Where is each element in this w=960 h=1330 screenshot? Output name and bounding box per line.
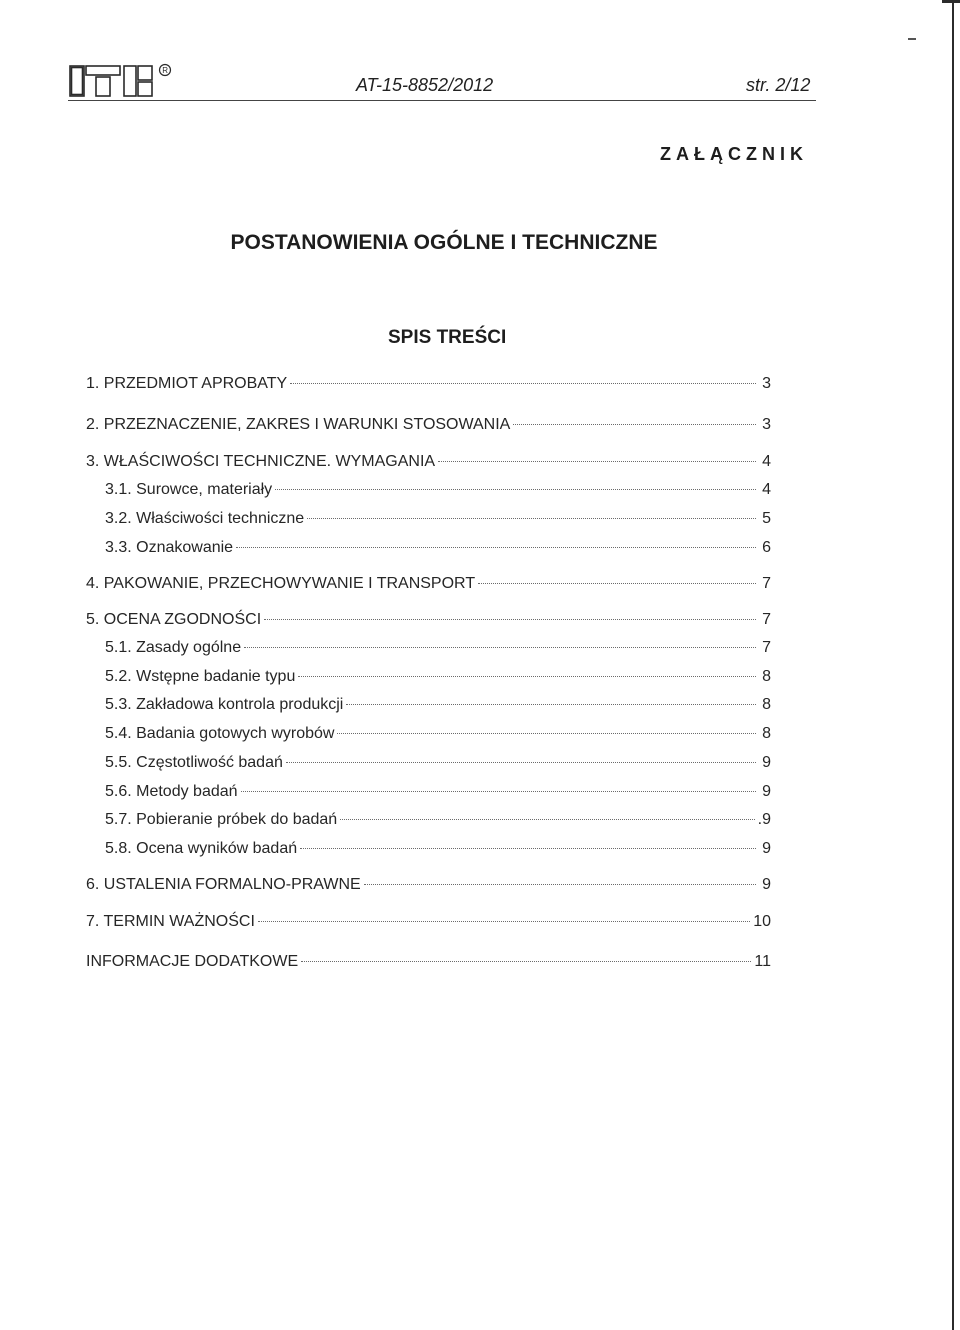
toc-entry	[86, 373, 771, 395]
toc-entry-label: 5. OCENA ZGODNOŚCI	[86, 611, 262, 628]
toc-entry	[86, 414, 771, 436]
scan-edge-dash	[908, 38, 916, 40]
main-title-text: POSTANOWIENIA OGÓLNE I TECHNICZNE	[230, 231, 658, 254]
toc-entry	[105, 508, 771, 530]
toc-entry-label: INFORMACJE DODATKOWE	[86, 953, 299, 970]
toc-entry-label: 3.1. Surowce, materiały	[105, 481, 273, 498]
toc-entry-label: 2. PRZEZNACZENIE, ZAKRES I WARUNKI STOSOWANIA	[86, 416, 511, 433]
toc-entry-page: 7	[762, 575, 771, 592]
toc-entry-label: 6. USTALENIA FORMALNO-PRAWNE	[86, 876, 361, 893]
scan-edge-mark	[942, 0, 960, 3]
toc-leader-dots	[300, 847, 756, 849]
toc-entry-label: 1. PRZEDMIOT APROBATY	[86, 375, 288, 392]
toc-entry-page: 3	[762, 416, 771, 433]
toc-entry-page: 4	[762, 453, 771, 470]
toc-entry-label: 5.3. Zakładowa kontrola produkcji	[105, 696, 344, 713]
toc-entry	[105, 479, 771, 501]
toc-entry-label: 4. PAKOWANIE, PRZECHOWYWANIE I TRANSPORT	[86, 575, 476, 592]
toc-entry-label: 5.6. Metody badań	[105, 783, 238, 800]
annex-label: ZAŁĄCZNIK	[660, 144, 808, 164]
svg-text:R: R	[162, 66, 168, 75]
scan-edge-line	[952, 0, 954, 1330]
toc-entry	[86, 609, 771, 631]
header-rule	[68, 100, 816, 101]
toc-leader-dots	[264, 618, 756, 620]
toc-entry-page: 9	[762, 876, 771, 893]
toc-entry-label: 5.7. Pobieranie próbek do badań	[105, 811, 338, 828]
toc-entry-label: 7. TERMIN WAŻNOŚCI	[86, 913, 255, 930]
toc-leader-dots	[286, 761, 756, 763]
toc-entry	[105, 694, 771, 716]
toc-entry	[86, 874, 771, 896]
toc-entry	[86, 911, 771, 933]
toc-entry-label: 3.2. Właściwości techniczne	[105, 510, 305, 527]
toc-entry	[105, 781, 771, 803]
toc-leader-dots	[301, 960, 751, 962]
toc-leader-dots	[438, 460, 756, 462]
toc-entry	[105, 537, 771, 559]
toc-leader-dots	[478, 582, 756, 584]
toc-entry-label: 5.2. Wstępne badanie typu	[105, 668, 296, 685]
toc-entry-page: 11	[754, 953, 771, 970]
toc-leader-dots	[337, 732, 756, 734]
toc-leader-dots	[298, 675, 756, 677]
toc-entry	[86, 451, 771, 473]
toc-entry-page: 5	[762, 510, 771, 527]
toc-entry-page: 9	[762, 783, 771, 800]
toc-entry-page: 10	[753, 913, 771, 930]
toc-entry-label: 5.1. Zasady ogólne	[105, 639, 242, 656]
toc-entry-page: .9	[757, 811, 771, 828]
toc-entry-page: 7	[762, 611, 771, 628]
toc-entry-page: 8	[762, 725, 771, 742]
toc-entry	[105, 723, 771, 745]
toc-entry-page: 4	[762, 481, 771, 498]
toc-leader-dots	[307, 517, 756, 519]
toc-entry	[105, 637, 771, 659]
toc-entry	[105, 752, 771, 774]
toc-entry-page: 9	[762, 840, 771, 857]
toc-entry-label: 5.8. Ocena wyników badań	[105, 840, 298, 857]
toc-entry-page: 8	[762, 668, 771, 685]
toc-entry-label: 3.3. Oznakowanie	[105, 539, 234, 556]
toc-leader-dots	[346, 703, 756, 705]
toc-leader-dots	[513, 423, 756, 425]
toc-entry-label: 3. WŁAŚCIWOŚCI TECHNICZNE. WYMAGANIA	[86, 453, 436, 470]
toc-entry	[105, 666, 771, 688]
toc-entry-page: 7	[762, 639, 771, 656]
toc-leader-dots	[241, 790, 756, 792]
toc-leader-dots	[236, 546, 756, 548]
document-number: AT-15-8852/2012	[356, 75, 494, 95]
toc-entry-page: 3	[762, 375, 771, 392]
toc-entry-label: 5.4. Badania gotowych wyrobów	[105, 725, 335, 742]
toc-leader-dots	[275, 488, 756, 490]
toc-title: SPIS TREŚCI	[388, 327, 507, 348]
toc-entry-page: 8	[762, 696, 771, 713]
itb-logo	[68, 58, 184, 98]
toc-entry-page: 6	[762, 539, 771, 556]
page-number: str. 2/12	[746, 75, 811, 95]
main-title	[0, 231, 960, 255]
toc-entry-label: 5.5. Częstotliwość badań	[105, 754, 283, 771]
toc-leader-dots	[244, 646, 756, 648]
toc-entry	[86, 573, 771, 595]
toc-entry	[105, 809, 771, 831]
toc-entry	[105, 838, 771, 860]
toc-entry	[86, 951, 771, 973]
toc-leader-dots	[340, 818, 754, 820]
toc-leader-dots	[364, 883, 756, 885]
toc-leader-dots	[258, 920, 750, 922]
toc-leader-dots	[290, 382, 756, 384]
toc-entry-page: 9	[762, 754, 771, 771]
